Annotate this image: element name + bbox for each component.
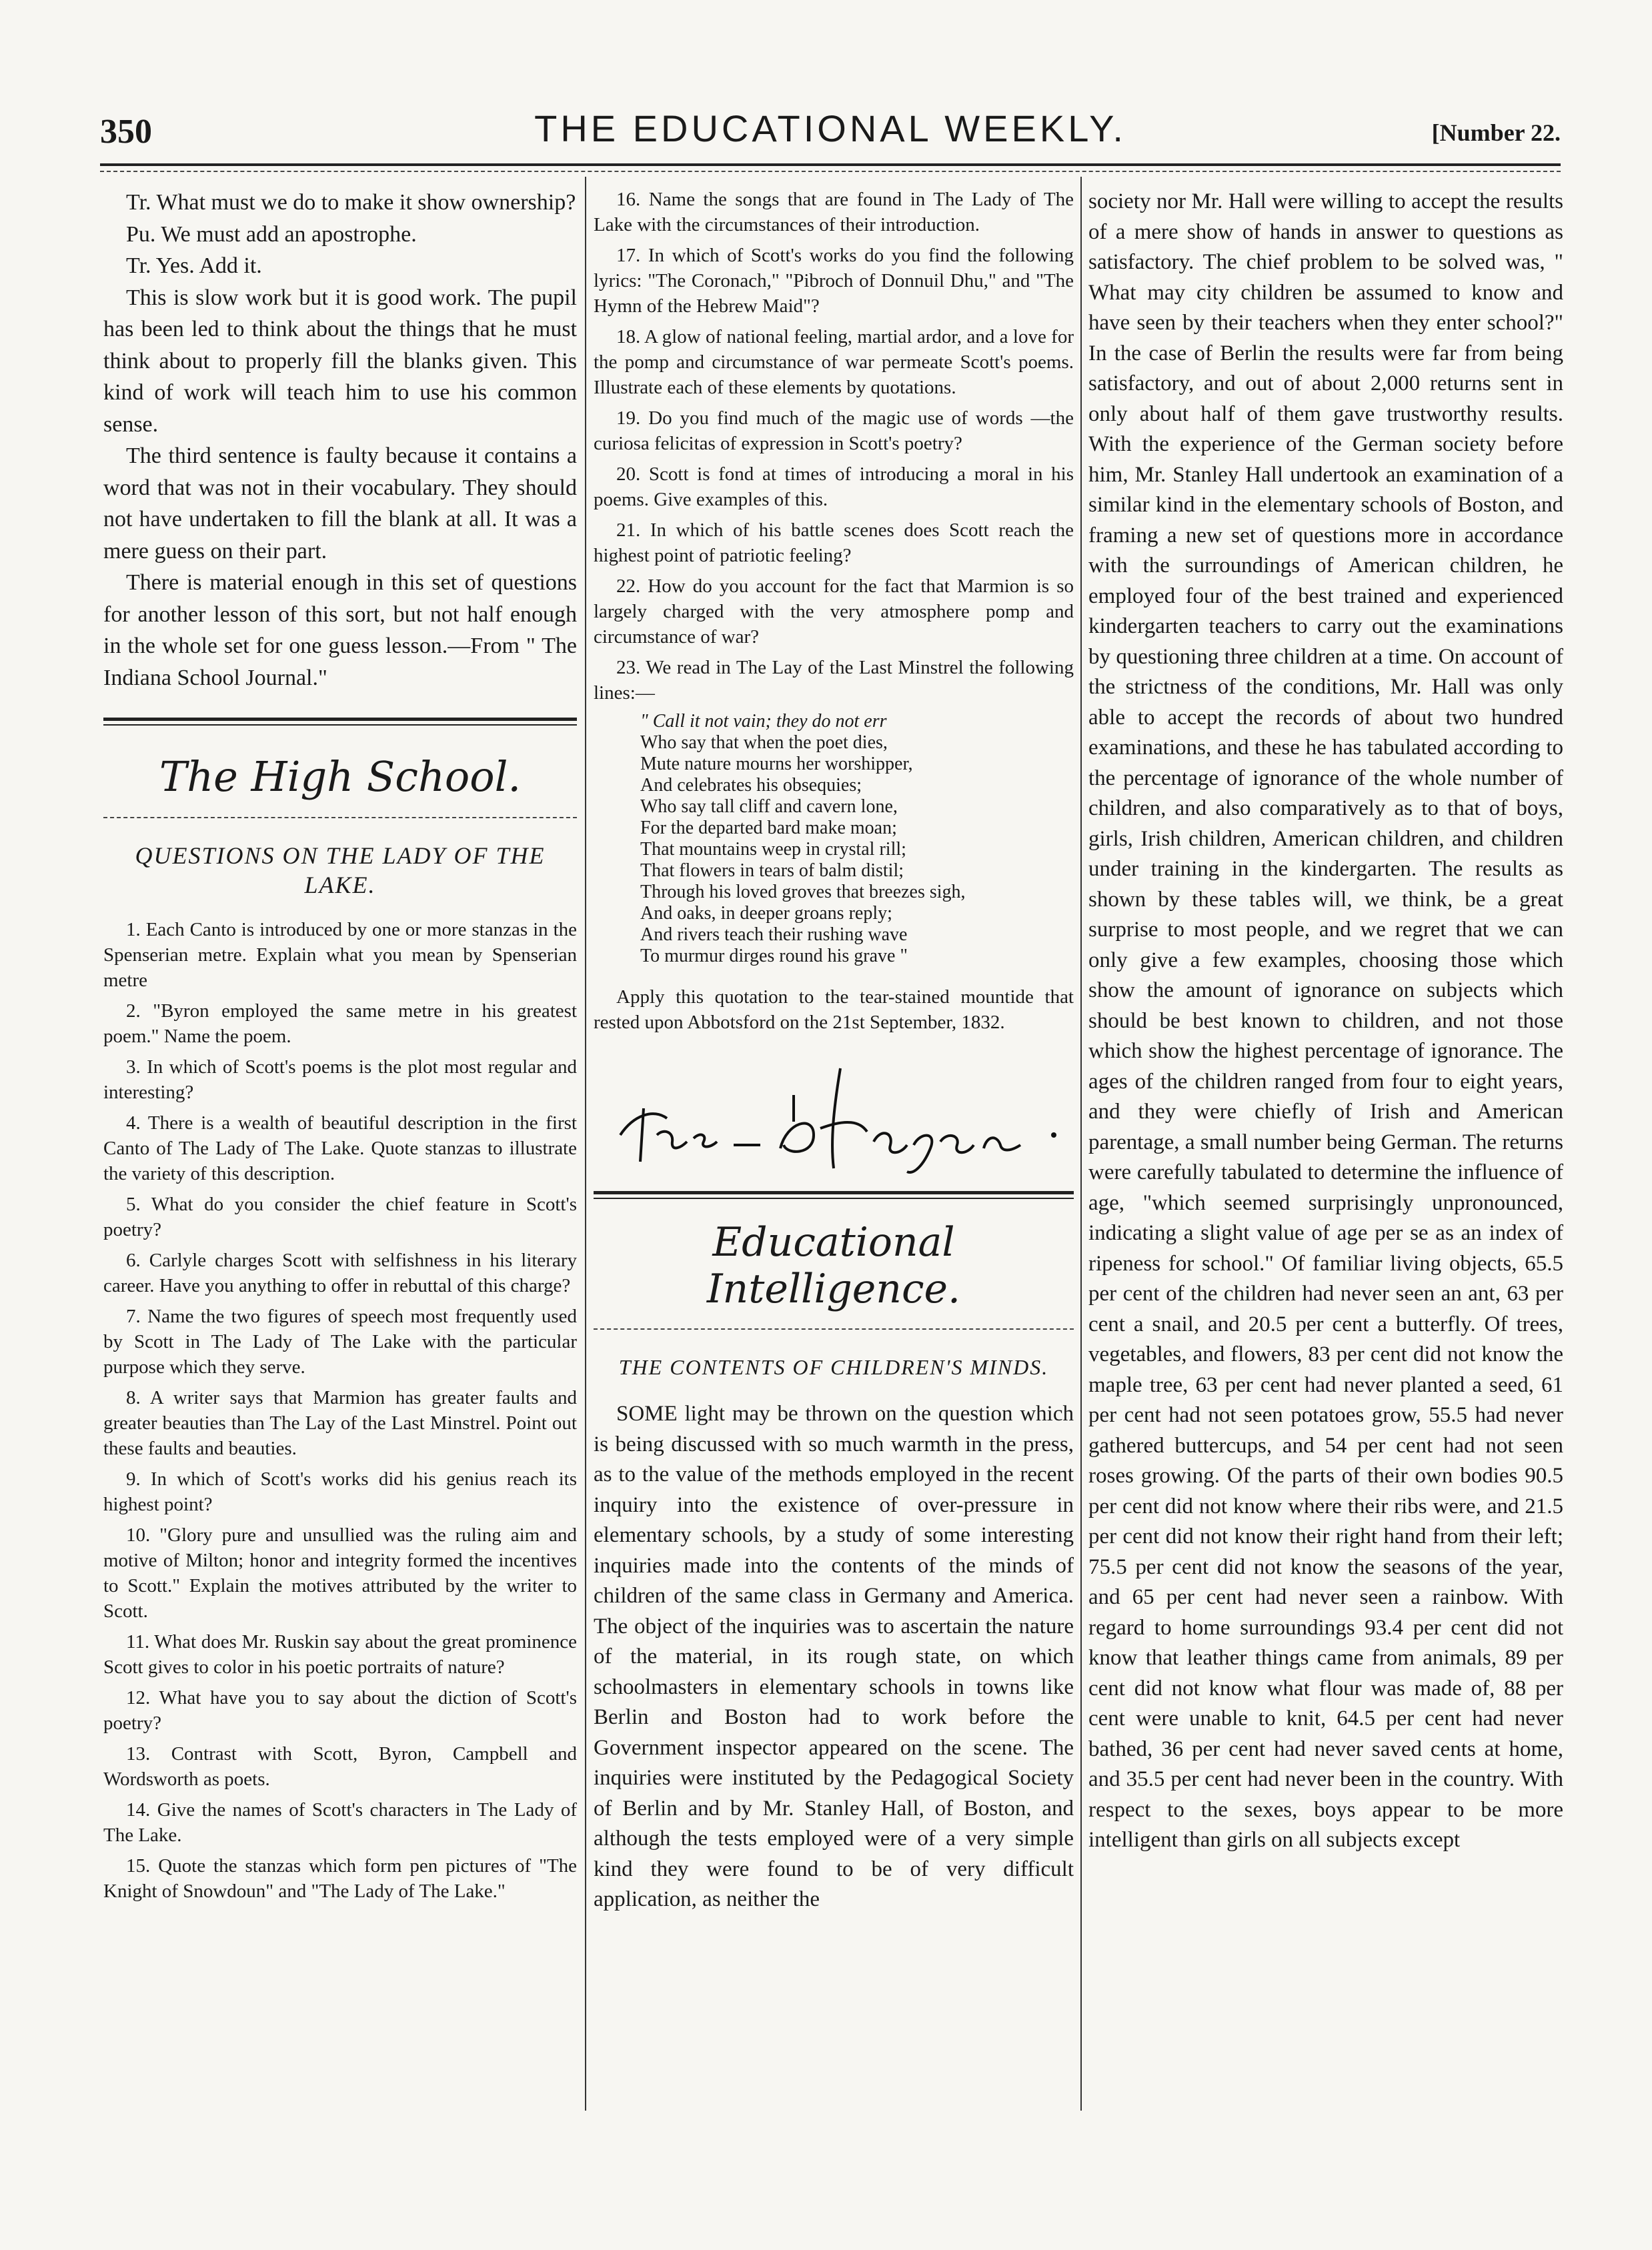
issue-number: [Number 22. bbox=[1431, 119, 1561, 146]
verse-line: For the departed bard make moan; bbox=[640, 818, 897, 838]
dashed-rule bbox=[594, 1328, 1074, 1330]
paragraph: Apply this quotation to the tear-stained mountide that rested upon Abbotsford on the 21st September, 1832. bbox=[594, 986, 1074, 1033]
section-title-educational-intelligence: Educational Intelligence. bbox=[706, 1219, 961, 1312]
verse-line: And rivers teach their rushing wave bbox=[640, 924, 908, 945]
column-divider bbox=[1080, 177, 1082, 2111]
question: 13. Contrast with Scott, Byron, Campbell and Wordsworth as poets. bbox=[103, 1743, 577, 1790]
section-rule bbox=[594, 1198, 1074, 1199]
question: 11. What does Mr. Ruskin say about the great prominence Scott gives to color in his poetic portraits of nature? bbox=[103, 1631, 577, 1678]
paragraph: This is slow work but it is good work. The pupil has been led to think about the things that he must think about to properly fill the blanks given. This kind of work will teach him to use his common sense. bbox=[103, 285, 577, 437]
verse-line: " Call it not vain; they do not err bbox=[640, 711, 887, 732]
question: 2. "Byron employed the same metre in his greatest poem." Name the poem. bbox=[103, 1000, 577, 1047]
verse-line: To murmur dirges round his grave " bbox=[640, 946, 908, 966]
question: 20. Scott is fond at times of introducing a moral in his poems. Give examples of this. bbox=[594, 463, 1074, 510]
paragraph: The third sentence is faulty because it contains a word that was not in their vocabulary. They should not have undertaken to fill the blank at all. It was a mere guess on their part. bbox=[103, 443, 577, 564]
handwritten-signature bbox=[594, 1055, 1074, 1182]
article-body-continued: society nor Mr. Hall were willing to accept the results of a mere show of hands in answer to questions as satisfactory. The chief problem to be solved was, " What may city children be assumed to know and have seen by their teachers when they enter school?" In the case of Berlin the results were far from being satisfactory, and out of about 2,000 returns sent in only about half of them gave trustworthy results. With the experience of the German society before him, Mr. Stanley Hall undertook an examination of a similar kind in the elementary schools of Boston, and framing a new set of questions more in accordance with the surroundings of American children, he employed four of the best trained and experienced kindergarten teachers to carry out the examinations by questioning three children at a time. On account of the strictness of the conditions, Mr. Hall was only able to accept the records of about two hundred examinations, and these he has tabulated according to the percentage of ignorance of the whole number of children, and also comparatively as to that of boys, girls, Irish children, American children, and children under training in the kindergarten. The results as shown by these tables will, we think, be a great surprise to most people, and we regret that we can only give a few examples, choosing those which show the amount of ignorance on subjects which should be best known to children, and not those which show the highest percentage of ignorance. The ages of the children ranged from four to eight years, and they were chiefly of Irish and American parentage, a small number being German. The returns were carefully tabulated to determine the influence of age, "which seemed surprisingly unpronounced, indicating a slight value of age per se as an index of ripeness for school." Of familiar living objects, 65.5 per cent of the children had never seen an ant, 63 per cent a snail, and 20.5 per cent a butterfly. Of trees, vegetables, and flowers, 83 per cent did not know the maple tree, 63 per cent had never planted a seed, 61 per cent had not seen potatoes grow, 55.5 had never gathered buttercups, and 54 per cent had not seen roses growing. Of the parts of their own bodies 90.5 per cent did not know where their ribs were, and 21.5 per cent did not know their right hand from their left; 75.5 per cent did not know the seasons of the year, and 65 per cent had never seen a rainbow. With regard to home surroundings 93.4 per cent did not know that leather things came from animals, 89 per cent did not know what flour was made of, 88 per cent were unable to knit, 64.5 per cent had never bathed, 36 per cent had never saved cents at home, and 35.5 per cent had never been in the country. With respect to the sexes, boys appear to be more intelligent than girls on all subjects except bbox=[1088, 189, 1563, 1852]
header-rule-dashed bbox=[100, 171, 1561, 172]
question: 3. In which of Scott's poems is the plot most regular and interesting? bbox=[103, 1056, 577, 1103]
dashed-rule bbox=[103, 817, 577, 818]
section-rule bbox=[594, 1191, 1074, 1194]
section-rule bbox=[103, 724, 577, 726]
verse-line: Who say tall cliff and cavern lone, bbox=[640, 796, 898, 817]
verse-quotation bbox=[640, 711, 1074, 967]
question: 4. There is a wealth of beautiful description in the first Canto of The Lady of The Lake. Quote stanzas to illustrate the variety of this description. bbox=[103, 1112, 577, 1184]
paragraph: Tr. Yes. Add it. bbox=[126, 253, 262, 278]
question: 7. Name the two figures of speech most frequently used by Scott in The Lady of The Lake with the particular purpose which they serve. bbox=[103, 1306, 577, 1378]
paragraph: There is material enough in this set of questions for another lesson of this sort, but not half enough in the whole set for one guess lesson.—From " The Indiana School Journal." bbox=[103, 570, 577, 690]
signature-drawing bbox=[594, 1055, 1074, 1182]
column-1 bbox=[103, 187, 577, 2121]
question: 21. In which of his battle scenes does Scott reach the highest point of patriotic feeling? bbox=[594, 519, 1074, 566]
question: 17. In which of Scott's works do you find the following lyrics: "The Coronach," "Pibroch of Donnuil Dhu," and "The Hymn of the Hebrew Maid"? bbox=[594, 245, 1074, 317]
question: 15. Quote the stanzas which form pen pictures of "The Knight of Snowdoun" and "The Lady of The Lake." bbox=[103, 1855, 577, 1902]
question: 18. A glow of national feeling, martial ardor, and a love for the pomp and circumstance of war permeate Scott's poems. Illustrate each of these elements by quotations. bbox=[594, 326, 1074, 398]
column-3 bbox=[1088, 187, 1563, 2121]
question: 23. We read in The Lay of the Last Minstrel the following lines:— bbox=[594, 657, 1074, 704]
question: 12. What have you to say about the diction of Scott's poetry? bbox=[103, 1687, 577, 1734]
verse-line: And celebrates his obsequies; bbox=[640, 775, 862, 796]
verse-line: Mute nature mourns her worshipper, bbox=[640, 754, 913, 774]
section-rule bbox=[103, 718, 577, 721]
paragraph: Pu. We must add an apostrophe. bbox=[126, 221, 417, 247]
question: 16. Name the songs that are found in The Lady of The Lake with the circumstances of their introduction. bbox=[594, 189, 1074, 235]
column-2 bbox=[594, 187, 1074, 2121]
question: 5. What do you consider the chief feature in Scott's poetry? bbox=[103, 1194, 577, 1240]
question: 22. How do you account for the fact that Marmion is so largely charged with the very atmosphere pomp and circumstance of war? bbox=[594, 576, 1074, 648]
question: 1. Each Canto is introduced by one or more stanzas in the Spenserian metre. Explain what you mean by Spenserian metre bbox=[103, 919, 577, 991]
masthead: THE EDUCATIONAL WEEKLY. bbox=[534, 107, 1126, 149]
article-subhead: THE CONTENTS OF CHILDREN'S MINDS. bbox=[618, 1355, 1049, 1379]
verse-line: And oaks, in deeper groans reply; bbox=[640, 903, 892, 924]
paragraph: Tr. What must we do to make it show ownership? bbox=[126, 190, 576, 215]
column-divider bbox=[585, 177, 586, 2111]
question: 8. A writer says that Marmion has greater faults and greater beauties than The Lay of the Last Minstrel. Point out these faults and beauties. bbox=[103, 1387, 577, 1459]
question: 14. Give the names of Scott's characters in The Lady of The Lake. bbox=[103, 1799, 577, 1846]
verse-line: That flowers in tears of balm distil; bbox=[640, 860, 904, 881]
article-body: SOME light may be thrown on the question which is being discussed with so much warmth in the press, as to the value of the methods employed in the recent inquiry into the existence of over-pressure in elementary schools, by a study of some interesting inquiries made into the contents of the minds of children of the same class in Germany and America. The object of the inquiries was to ascertain the nature of the material, in its rough state, on which schoolmasters in elementary schools in towns like Berlin and Boston had to work before the Government inspector appeared on the scene. The inquiries were instituted by the Pedagogical Society of Berlin and by Mr. Stanley Hall, of Boston, and although the tests employed were of a very simple kind they were found to be of very difficult application, as neither the bbox=[594, 1402, 1074, 1911]
section-title-high-school: The High School. bbox=[159, 752, 522, 801]
page-header bbox=[100, 107, 1561, 160]
page-number: 350 bbox=[100, 113, 152, 151]
article-subhead: QUESTIONS ON THE LADY OF THE LAKE. bbox=[135, 842, 546, 898]
question: 6. Carlyle charges Scott with selfishness in his literary career. Have you anything to offer in rebuttal of this charge? bbox=[103, 1250, 577, 1296]
verse-line: Who say that when the poet dies, bbox=[640, 732, 888, 753]
verse-line: That mountains weep in crystal rill; bbox=[640, 839, 906, 860]
question: 10. "Glory pure and unsullied was the ruling aim and motive of Milton; honor and integrity formed the incentives to Scott." Explain the motives attributed by the writer to Scott. bbox=[103, 1524, 577, 1622]
verse-line: Through his loved groves that breezes sigh, bbox=[640, 882, 966, 902]
header-rule bbox=[100, 163, 1561, 166]
question: 19. Do you find much of the magic use of words —the curiosa felicitas of expression in Scott's poetry? bbox=[594, 407, 1074, 454]
question: 9. In which of Scott's works did his genius reach its highest point? bbox=[103, 1468, 577, 1515]
